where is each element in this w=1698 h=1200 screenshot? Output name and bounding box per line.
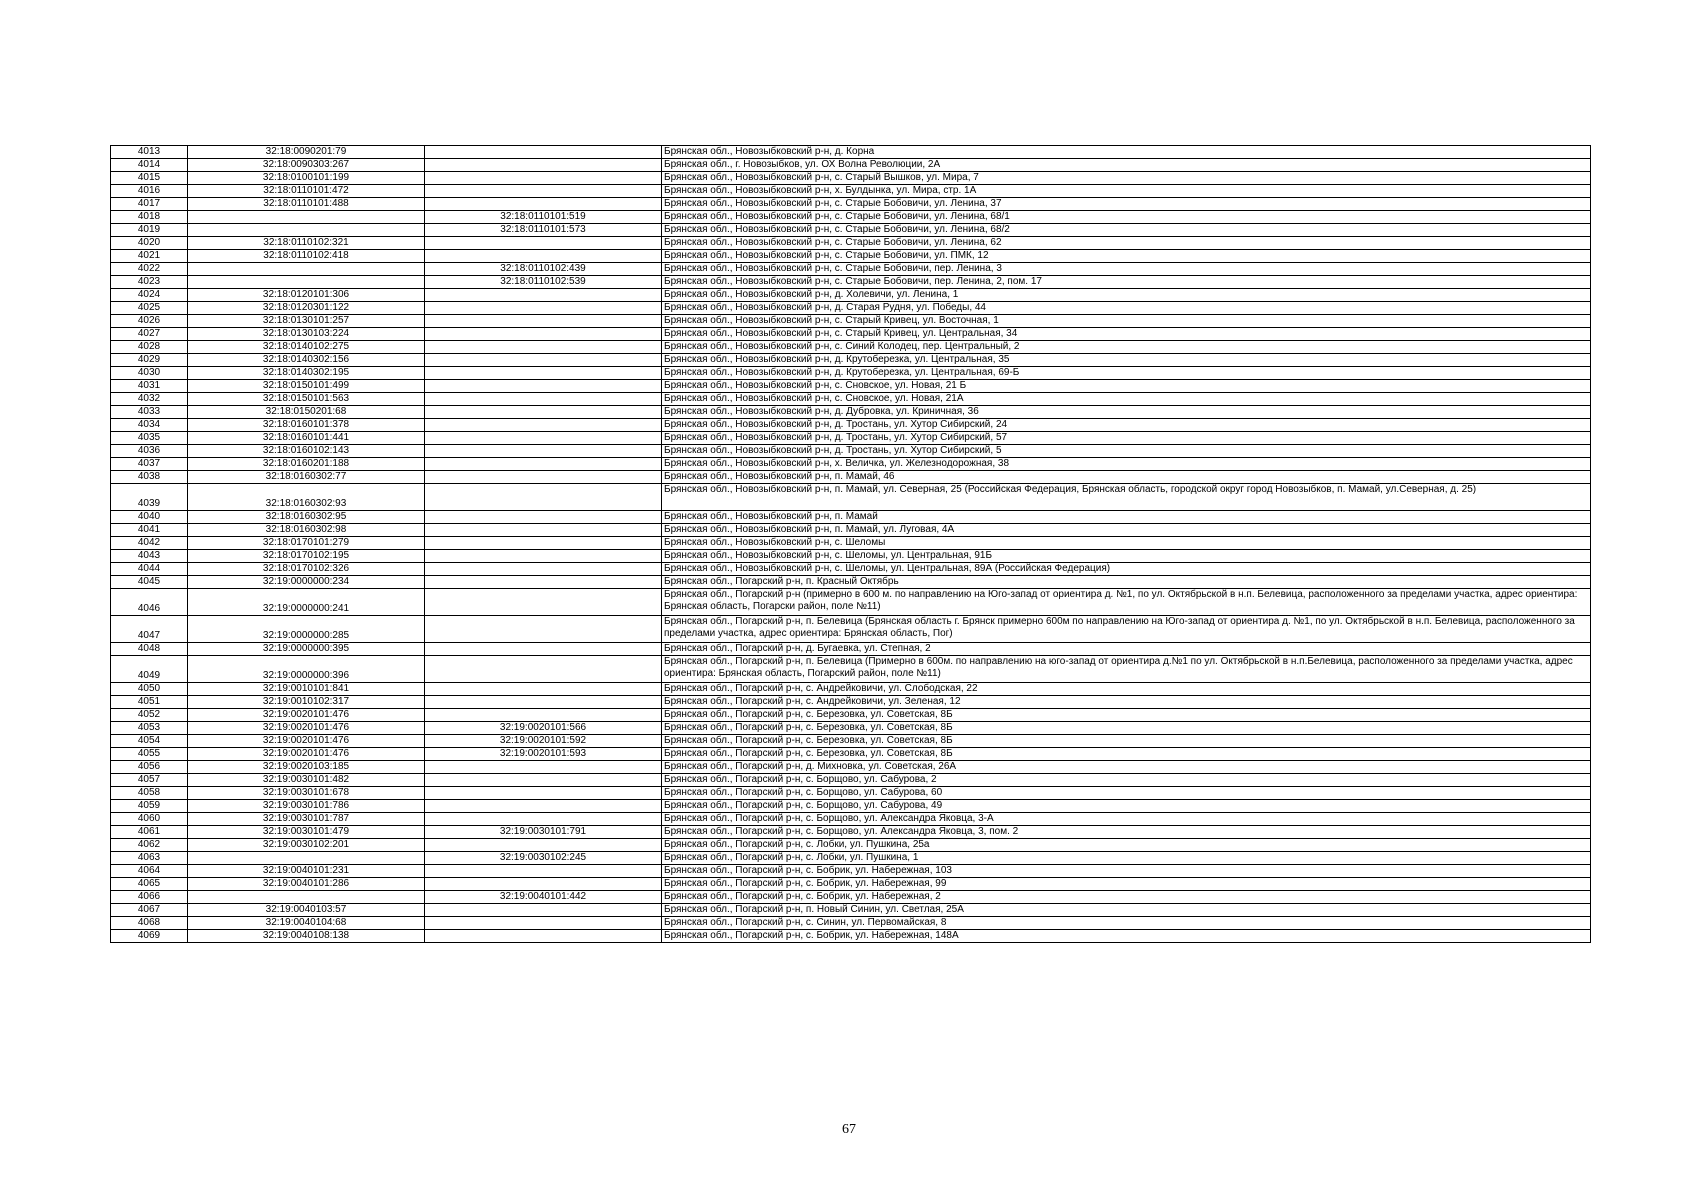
cell-row-number: 4025 (111, 302, 188, 315)
cell-row-number: 4019 (111, 224, 188, 237)
cell-cadastral-number: 32:19:0020101:476 (188, 709, 425, 722)
cell-related-cadastral-number: 32:19:0040101:442 (425, 891, 662, 904)
cell-related-cadastral-number (425, 484, 662, 511)
cell-related-cadastral-number (425, 696, 662, 709)
cell-row-number: 4067 (111, 904, 188, 917)
table-row (111, 328, 1591, 341)
cell-row-number: 4052 (111, 709, 188, 722)
cell-cadastral-number: 32:19:0030102:201 (188, 839, 425, 852)
table-row (111, 563, 1591, 576)
cell-row-number: 4034 (111, 419, 188, 432)
cell-address: Брянская обл., Новозыбковский р-н, с. Синий Колодец, пер. Центральный, 2 (662, 341, 1591, 354)
cell-address: Брянская обл., Погарский р-н, с. Бобрик, ул. Набережная, 148А (662, 930, 1591, 943)
cell-related-cadastral-number (425, 761, 662, 774)
table-row (111, 471, 1591, 484)
cell-cadastral-number: 32:18:0150101:563 (188, 393, 425, 406)
table-row (111, 315, 1591, 328)
table-row (111, 211, 1591, 224)
cell-address: Брянская обл., Новозыбковский р-н, д. Тростань, ул. Хутор Сибирский, 57 (662, 432, 1591, 445)
cell-address: Брянская обл., Новозыбковский р-н, д. Крутоберезка, ул. Центральная, 69-Б (662, 367, 1591, 380)
cell-cadastral-number: 32:18:0140102:275 (188, 341, 425, 354)
cell-cadastral-number: 32:18:0090303:267 (188, 159, 425, 172)
cell-related-cadastral-number (425, 159, 662, 172)
table-row (111, 813, 1591, 826)
cell-related-cadastral-number (425, 328, 662, 341)
cell-related-cadastral-number: 32:18:0110102:439 (425, 263, 662, 276)
cell-row-number: 4018 (111, 211, 188, 224)
cell-cadastral-number: 32:19:0040104:68 (188, 917, 425, 930)
table-row (111, 159, 1591, 172)
table-row (111, 537, 1591, 550)
cell-cadastral-number: 32:18:0140302:156 (188, 354, 425, 367)
cell-cadastral-number: 32:19:0030101:479 (188, 826, 425, 839)
cell-address: Брянская обл., Новозыбковский р-н, д. Холевичи, ул. Ленина, 1 (662, 289, 1591, 302)
cell-related-cadastral-number (425, 432, 662, 445)
cell-cadastral-number: 32:18:0160302:95 (188, 511, 425, 524)
cell-row-number: 4017 (111, 198, 188, 211)
cell-row-number: 4043 (111, 550, 188, 563)
cell-cadastral-number (188, 852, 425, 865)
cell-row-number: 4033 (111, 406, 188, 419)
cell-row-number: 4051 (111, 696, 188, 709)
cell-cadastral-number: 32:18:0170102:195 (188, 550, 425, 563)
registry-table (110, 145, 1591, 943)
cell-related-cadastral-number: 32:19:0020101:566 (425, 722, 662, 735)
cell-row-number: 4024 (111, 289, 188, 302)
cell-address: Брянская обл., Новозыбковский р-н, с. Старый Кривец, ул. Центральная, 34 (662, 328, 1591, 341)
table-row (111, 511, 1591, 524)
cell-address: Брянская обл., Новозыбковский р-н, д. Корна (662, 146, 1591, 159)
cell-address: Брянская обл., Погарский р-н, п. Белевица (Брянская область г. Брянск примерно 600м по направлению на Юго-запад от ориентира д. №1, по ул. Октябрьской в н.п. Белевица, расположенного за пределами участка, адрес ориентира: Брянская область, Пог) (662, 616, 1591, 643)
cell-related-cadastral-number (425, 878, 662, 891)
cell-cadastral-number: 32:18:0110101:472 (188, 185, 425, 198)
cell-cadastral-number: 32:19:0020101:476 (188, 722, 425, 735)
cell-related-cadastral-number (425, 563, 662, 576)
table-row (111, 484, 1591, 511)
table-row (111, 904, 1591, 917)
table-row (111, 748, 1591, 761)
cell-cadastral-number: 32:18:0160201:188 (188, 458, 425, 471)
cell-row-number: 4059 (111, 800, 188, 813)
cell-cadastral-number: 32:18:0110102:321 (188, 237, 425, 250)
cell-address: Брянская обл., Новозыбковский р-н, с. Шеломы (662, 537, 1591, 550)
cell-row-number: 4056 (111, 761, 188, 774)
table-row (111, 302, 1591, 315)
cell-address: Брянская обл., Погарский р-н, с. Лобки, ул. Пушкина, 25а (662, 839, 1591, 852)
table-row (111, 419, 1591, 432)
table-row (111, 406, 1591, 419)
cell-cadastral-number: 32:18:0170101:279 (188, 537, 425, 550)
table-row (111, 276, 1591, 289)
cell-row-number: 4042 (111, 537, 188, 550)
cell-cadastral-number: 32:18:0130103:224 (188, 328, 425, 341)
cell-address: Брянская обл., Погарский р-н, с. Бобрик, ул. Набережная, 2 (662, 891, 1591, 904)
cell-related-cadastral-number (425, 419, 662, 432)
cell-cadastral-number: 32:19:0000000:396 (188, 656, 425, 683)
cell-cadastral-number: 32:18:0160302:77 (188, 471, 425, 484)
cell-cadastral-number (188, 263, 425, 276)
cell-row-number: 4053 (111, 722, 188, 735)
cell-related-cadastral-number (425, 589, 662, 616)
cell-address: Брянская обл., Погарский р-н (примерно в 600 м. по направлению на Юго-запад от ориентира д. №1, по ул. Октябрьской в н.п. Белевица, расположенного за пределами участка, адрес ориентира: Брянская область, Погарски район, поле №11) (662, 589, 1591, 616)
cell-address: Брянская обл., Погарский р-н, с. Борщово, ул. Сабурова, 2 (662, 774, 1591, 787)
cell-related-cadastral-number (425, 315, 662, 328)
cell-related-cadastral-number (425, 511, 662, 524)
table-row (111, 589, 1591, 616)
cell-cadastral-number: 32:18:0140302:195 (188, 367, 425, 380)
cell-related-cadastral-number (425, 813, 662, 826)
cell-cadastral-number: 32:19:0040103:57 (188, 904, 425, 917)
table-row (111, 735, 1591, 748)
cell-cadastral-number: 32:18:0130101:257 (188, 315, 425, 328)
cell-related-cadastral-number (425, 354, 662, 367)
cell-row-number: 4058 (111, 787, 188, 800)
cell-address: Брянская обл., Погарский р-н, с. Андрейковичи, ул. Зеленая, 12 (662, 696, 1591, 709)
table-row (111, 722, 1591, 735)
cell-row-number: 4069 (111, 930, 188, 943)
cell-row-number: 4064 (111, 865, 188, 878)
cell-address: Брянская обл., Погарский р-н, с. Бобрик, ул. Набережная, 99 (662, 878, 1591, 891)
cell-related-cadastral-number (425, 185, 662, 198)
cell-related-cadastral-number (425, 458, 662, 471)
table-row (111, 380, 1591, 393)
table-row (111, 826, 1591, 839)
table-row (111, 341, 1591, 354)
cell-row-number: 4040 (111, 511, 188, 524)
cell-related-cadastral-number (425, 550, 662, 563)
cell-related-cadastral-number (425, 146, 662, 159)
cell-related-cadastral-number (425, 172, 662, 185)
cell-address: Брянская обл., Новозыбковский р-н, с. Старые Бобовичи, ул. Ленина, 68/1 (662, 211, 1591, 224)
cell-row-number: 4062 (111, 839, 188, 852)
cell-address: Брянская обл., Новозыбковский р-н, п. Мамай, ул. Северная, 25 (Российская Федерация, Брянская область, городской округ город Новозыбков, п. Мамай, ул.Северная, д. 25) (662, 484, 1591, 511)
cell-row-number: 4023 (111, 276, 188, 289)
table-row (111, 576, 1591, 589)
table-row (111, 458, 1591, 471)
cell-cadastral-number: 32:19:0040101:231 (188, 865, 425, 878)
cell-related-cadastral-number: 32:18:0110101:519 (425, 211, 662, 224)
cell-row-number: 4061 (111, 826, 188, 839)
cell-address: Брянская обл., Новозыбковский р-н, с. Старые Бобовичи, пер. Ленина, 2, пом. 17 (662, 276, 1591, 289)
cell-address: Брянская обл., Новозыбковский р-н, с. Старые Бобовичи, пер. Ленина, 3 (662, 263, 1591, 276)
cell-related-cadastral-number (425, 787, 662, 800)
cell-cadastral-number: 32:19:0030101:787 (188, 813, 425, 826)
cell-cadastral-number: 32:18:0150101:499 (188, 380, 425, 393)
table-row (111, 550, 1591, 563)
cell-address: Брянская обл., Погарский р-н, с. Березовка, ул. Советская, 8Б (662, 722, 1591, 735)
cell-related-cadastral-number: 32:18:0110102:539 (425, 276, 662, 289)
cell-address: Брянская обл., Погарский р-н, п. Красный Октябрь (662, 576, 1591, 589)
table-row (111, 393, 1591, 406)
cell-address: Брянская обл., Погарский р-н, д. Бугаевка, ул. Степная, 2 (662, 643, 1591, 656)
cell-address: Брянская обл., Погарский р-н, с. Березовка, ул. Советская, 8Б (662, 709, 1591, 722)
cell-row-number: 4028 (111, 341, 188, 354)
cell-cadastral-number: 32:19:0010101:841 (188, 683, 425, 696)
cell-related-cadastral-number (425, 341, 662, 354)
table-row (111, 146, 1591, 159)
cell-address: Брянская обл., Новозыбковский р-н, д. Тростань, ул. Хутор Сибирский, 24 (662, 419, 1591, 432)
cell-address: Брянская обл., Новозыбковский р-н, с. Старые Бобовичи, ул. Ленина, 68/2 (662, 224, 1591, 237)
cell-address: Брянская обл., Новозыбковский р-н, п. Мамай, ул. Луговая, 4А (662, 524, 1591, 537)
table-row (111, 787, 1591, 800)
cell-related-cadastral-number (425, 865, 662, 878)
cell-row-number: 4031 (111, 380, 188, 393)
cell-address: Брянская обл., Погарский р-н, с. Борщово, ул. Александра Яковца, 3, пом. 2 (662, 826, 1591, 839)
cell-cadastral-number (188, 276, 425, 289)
cell-address: Брянская обл., Новозыбковский р-н, д. Тростань, ул. Хутор Сибирский, 5 (662, 445, 1591, 458)
cell-row-number: 4036 (111, 445, 188, 458)
cell-cadastral-number: 32:18:0160302:98 (188, 524, 425, 537)
cell-address: Брянская обл., Погарский р-н, п. Белевица (Примерно в 600м. по направлению на юго-запад от ориентира д.№1 по ул. Октябрьской в н.п.Белевица, расположенного за пределами участка, адрес ориентира: Брянская область, Погарский район, поле №11) (662, 656, 1591, 683)
table-row (111, 198, 1591, 211)
cell-row-number: 4035 (111, 432, 188, 445)
cell-address: Брянская обл., Погарский р-н, с. Андрейковичи, ул. Слободская, 22 (662, 683, 1591, 696)
table-row (111, 800, 1591, 813)
cell-row-number: 4032 (111, 393, 188, 406)
cell-cadastral-number: 32:19:0020101:476 (188, 735, 425, 748)
cell-cadastral-number: 32:19:0040101:286 (188, 878, 425, 891)
cell-related-cadastral-number (425, 445, 662, 458)
cell-related-cadastral-number (425, 656, 662, 683)
cell-row-number: 4054 (111, 735, 188, 748)
cell-row-number: 4037 (111, 458, 188, 471)
cell-cadastral-number: 32:18:0160102:143 (188, 445, 425, 458)
cell-address: Брянская обл., Погарский р-н, с. Синин, ул. Первомайская, 8 (662, 917, 1591, 930)
table-row (111, 354, 1591, 367)
cell-related-cadastral-number (425, 930, 662, 943)
table-row (111, 616, 1591, 643)
table-row (111, 891, 1591, 904)
cell-related-cadastral-number (425, 406, 662, 419)
table-row (111, 524, 1591, 537)
cell-related-cadastral-number (425, 198, 662, 211)
cell-row-number: 4013 (111, 146, 188, 159)
cell-address: Брянская обл., Погарский р-н, с. Березовка, ул. Советская, 8Б (662, 748, 1591, 761)
cell-address: Брянская обл., Новозыбковский р-н, с. Сновское, ул. Новая, 21А (662, 393, 1591, 406)
cell-related-cadastral-number (425, 380, 662, 393)
cell-related-cadastral-number (425, 904, 662, 917)
table-row (111, 774, 1591, 787)
cell-row-number: 4016 (111, 185, 188, 198)
table-row (111, 656, 1591, 683)
cell-cadastral-number (188, 224, 425, 237)
cell-row-number: 4063 (111, 852, 188, 865)
cell-address: Брянская обл., Новозыбковский р-н, п. Мамай, 46 (662, 471, 1591, 484)
cell-row-number: 4020 (111, 237, 188, 250)
cell-address: Брянская обл., Новозыбковский р-н, с. Старые Бобовичи, ул. ПМК, 12 (662, 250, 1591, 263)
cell-related-cadastral-number (425, 800, 662, 813)
cell-row-number: 4014 (111, 159, 188, 172)
registry-table-body (111, 146, 1591, 943)
cell-address: Брянская обл., Новозыбковский р-н, д. Дубровка, ул. Криничная, 36 (662, 406, 1591, 419)
cell-cadastral-number: 32:18:0090201:79 (188, 146, 425, 159)
cell-cadastral-number: 32:19:0030101:482 (188, 774, 425, 787)
cell-related-cadastral-number (425, 393, 662, 406)
table-row (111, 263, 1591, 276)
cell-related-cadastral-number (425, 576, 662, 589)
cell-row-number: 4039 (111, 484, 188, 511)
cell-address: Брянская обл., Новозыбковский р-н, с. Старый Вышков, ул. Мира, 7 (662, 172, 1591, 185)
cell-related-cadastral-number (425, 616, 662, 643)
cell-related-cadastral-number (425, 839, 662, 852)
cell-address: Брянская обл., Погарский р-н, п. Новый Синин, ул. Светлая, 25А (662, 904, 1591, 917)
cell-cadastral-number: 32:19:0030101:678 (188, 787, 425, 800)
cell-address: Брянская обл., Новозыбковский р-н, с. Шеломы, ул. Центральная, 91Б (662, 550, 1591, 563)
table-row (111, 761, 1591, 774)
cell-row-number: 4029 (111, 354, 188, 367)
table-row (111, 224, 1591, 237)
cell-related-cadastral-number (425, 709, 662, 722)
cell-cadastral-number: 32:18:0100101:199 (188, 172, 425, 185)
table-row (111, 839, 1591, 852)
cell-related-cadastral-number (425, 917, 662, 930)
cell-related-cadastral-number (425, 250, 662, 263)
page-number: 67 (842, 1122, 856, 1137)
cell-related-cadastral-number (425, 774, 662, 787)
cell-address: Брянская обл., Новозыбковский р-н, с. Шеломы, ул. Центральная, 89А (Российская Федерация) (662, 563, 1591, 576)
cell-cadastral-number: 32:18:0110102:418 (188, 250, 425, 263)
cell-row-number: 4041 (111, 524, 188, 537)
table-row (111, 367, 1591, 380)
cell-related-cadastral-number: 32:19:0020101:593 (425, 748, 662, 761)
cell-row-number: 4021 (111, 250, 188, 263)
cell-address: Брянская обл., Новозыбковский р-н, с. Старый Кривец, ул. Восточная, 1 (662, 315, 1591, 328)
cell-row-number: 4065 (111, 878, 188, 891)
cell-cadastral-number: 32:19:0020103:185 (188, 761, 425, 774)
cell-address: Брянская обл., Новозыбковский р-н, х. Величка, ул. Железнодорожная, 38 (662, 458, 1591, 471)
table-row (111, 432, 1591, 445)
cell-address: Брянская обл., Погарский р-н, с. Борщово, ул. Сабурова, 49 (662, 800, 1591, 813)
table-row (111, 865, 1591, 878)
cell-cadastral-number (188, 891, 425, 904)
cell-row-number: 4068 (111, 917, 188, 930)
table-row (111, 250, 1591, 263)
cell-cadastral-number: 32:19:0030101:786 (188, 800, 425, 813)
table-row (111, 930, 1591, 943)
cell-cadastral-number: 32:18:0110101:488 (188, 198, 425, 211)
cell-address: Брянская обл., Новозыбковский р-н, с. Сновское, ул. Новая, 21 Б (662, 380, 1591, 393)
cell-cadastral-number: 32:18:0120301:122 (188, 302, 425, 315)
cell-row-number: 4026 (111, 315, 188, 328)
cell-row-number: 4048 (111, 643, 188, 656)
cell-row-number: 4015 (111, 172, 188, 185)
cell-related-cadastral-number (425, 471, 662, 484)
cell-cadastral-number: 32:19:0000000:285 (188, 616, 425, 643)
cell-related-cadastral-number: 32:18:0110101:573 (425, 224, 662, 237)
cell-related-cadastral-number (425, 289, 662, 302)
cell-related-cadastral-number (425, 237, 662, 250)
cell-row-number: 4049 (111, 656, 188, 683)
cell-related-cadastral-number (425, 537, 662, 550)
cell-row-number: 4022 (111, 263, 188, 276)
cell-address: Брянская обл., Погарский р-н, с. Березовка, ул. Советская, 8Б (662, 735, 1591, 748)
table-row (111, 237, 1591, 250)
cell-cadastral-number: 32:18:0120101:306 (188, 289, 425, 302)
cell-address: Брянская обл., Погарский р-н, с. Борщово, ул. Сабурова, 60 (662, 787, 1591, 800)
cell-address: Брянская обл., Новозыбковский р-н, д. Старая Рудня, ул. Победы, 44 (662, 302, 1591, 315)
cell-related-cadastral-number (425, 367, 662, 380)
table-row (111, 683, 1591, 696)
table-row (111, 696, 1591, 709)
cell-row-number: 4045 (111, 576, 188, 589)
table-row (111, 185, 1591, 198)
cell-cadastral-number: 32:19:0000000:241 (188, 589, 425, 616)
cell-row-number: 4050 (111, 683, 188, 696)
cell-related-cadastral-number (425, 643, 662, 656)
cell-related-cadastral-number: 32:19:0020101:592 (425, 735, 662, 748)
cell-address: Брянская обл., Погарский р-н, с. Лобки, ул. Пушкина, 1 (662, 852, 1591, 865)
cell-address: Брянская обл., Новозыбковский р-н, п. Мамай (662, 511, 1591, 524)
cell-address: Брянская обл., Погарский р-н, д. Михновка, ул. Советская, 26А (662, 761, 1591, 774)
table-row (111, 643, 1591, 656)
cell-related-cadastral-number (425, 683, 662, 696)
cell-cadastral-number: 32:18:0150201:68 (188, 406, 425, 419)
cell-address: Брянская обл., Новозыбковский р-н, х. Булдынка, ул. Мира, стр. 1А (662, 185, 1591, 198)
cell-related-cadastral-number (425, 302, 662, 315)
cell-cadastral-number: 32:18:0160302:93 (188, 484, 425, 511)
table-row (111, 917, 1591, 930)
table-row (111, 445, 1591, 458)
table-row (111, 852, 1591, 865)
cell-row-number: 4060 (111, 813, 188, 826)
cell-address: Брянская обл., Погарский р-н, с. Бобрик, ул. Набережная, 103 (662, 865, 1591, 878)
cell-related-cadastral-number (425, 524, 662, 537)
cell-address: Брянская обл., Новозыбковский р-н, д. Крутоберезка, ул. Центральная, 35 (662, 354, 1591, 367)
table-row (111, 878, 1591, 891)
cell-cadastral-number: 32:18:0170102:326 (188, 563, 425, 576)
cell-row-number: 4047 (111, 616, 188, 643)
table-row (111, 172, 1591, 185)
cell-row-number: 4044 (111, 563, 188, 576)
cell-cadastral-number: 32:18:0160101:441 (188, 432, 425, 445)
cell-address: Брянская обл., Погарский р-н, с. Борщово, ул. Александра Яковца, 3-А (662, 813, 1591, 826)
cell-related-cadastral-number: 32:19:0030101:791 (425, 826, 662, 839)
cell-row-number: 4066 (111, 891, 188, 904)
cell-row-number: 4046 (111, 589, 188, 616)
cell-row-number: 4055 (111, 748, 188, 761)
cell-cadastral-number: 32:19:0020101:476 (188, 748, 425, 761)
cell-address: Брянская обл., Новозыбковский р-н, с. Старые Бобовичи, ул. Ленина, 62 (662, 237, 1591, 250)
cell-cadastral-number: 32:18:0160101:378 (188, 419, 425, 432)
cell-row-number: 4038 (111, 471, 188, 484)
cell-related-cadastral-number: 32:19:0030102:245 (425, 852, 662, 865)
cell-cadastral-number: 32:19:0040108:138 (188, 930, 425, 943)
cell-cadastral-number: 32:19:0000000:234 (188, 576, 425, 589)
cell-cadastral-number: 32:19:0000000:395 (188, 643, 425, 656)
table-row (111, 709, 1591, 722)
cell-address: Брянская обл., Новозыбковский р-н, с. Старые Бобовичи, ул. Ленина, 37 (662, 198, 1591, 211)
cell-row-number: 4027 (111, 328, 188, 341)
cell-cadastral-number (188, 211, 425, 224)
cell-row-number: 4057 (111, 774, 188, 787)
cell-address: Брянская обл., г. Новозыбков, ул. ОХ Волна Революции, 2А (662, 159, 1591, 172)
table-row (111, 289, 1591, 302)
cell-cadastral-number: 32:19:0010102:317 (188, 696, 425, 709)
cell-row-number: 4030 (111, 367, 188, 380)
